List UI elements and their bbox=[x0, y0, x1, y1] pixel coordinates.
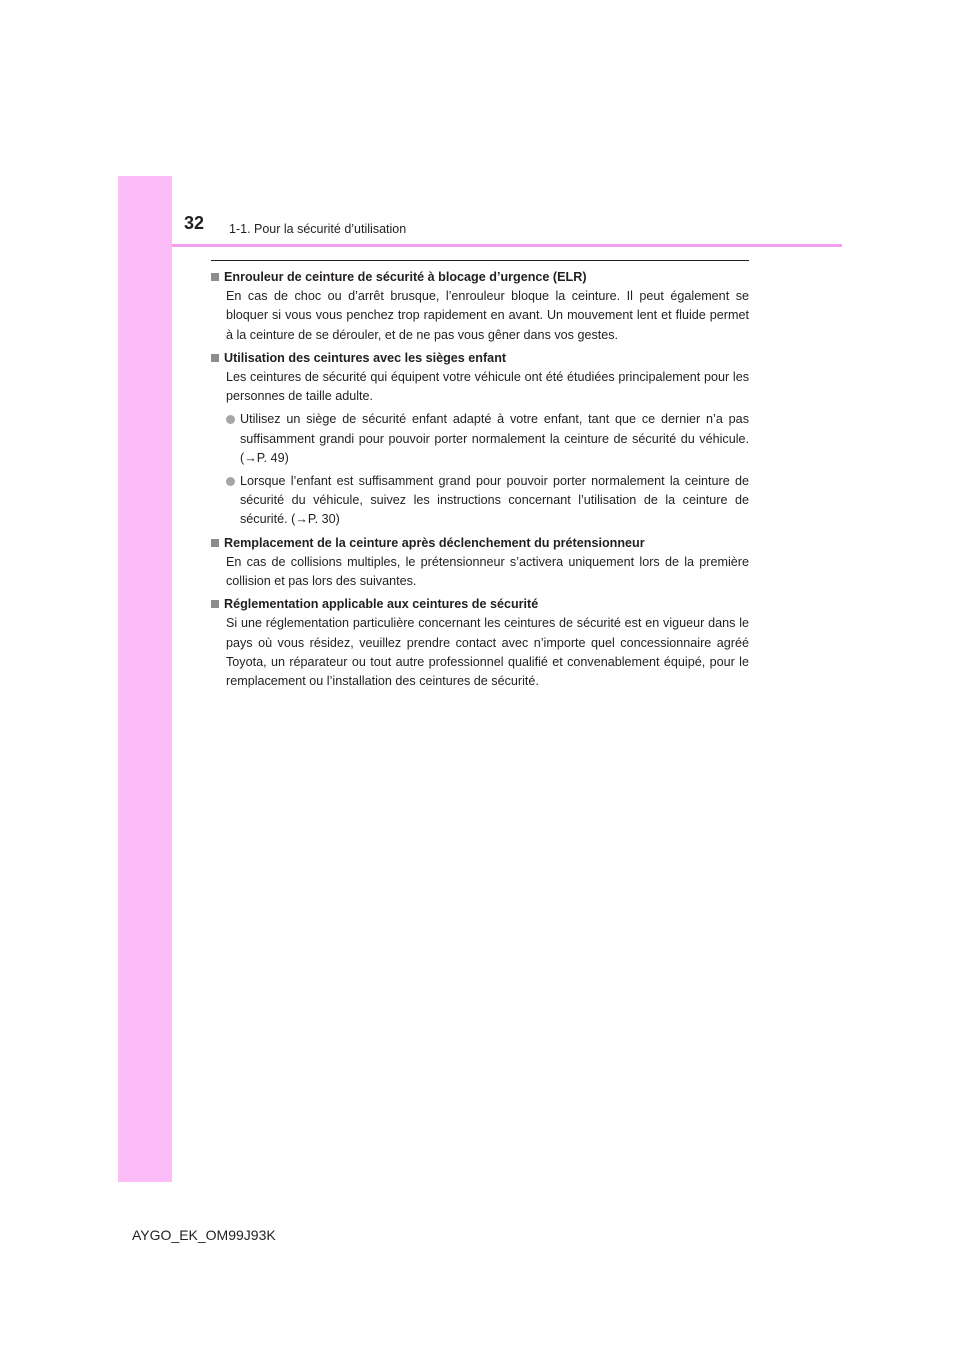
section-heading bbox=[211, 268, 749, 287]
header-rule bbox=[172, 244, 842, 247]
square-icon bbox=[211, 539, 219, 547]
bullet-text: Lorsque l’enfant est suffisamment grand pour pouvoir porter normalement la ceinture de sécurité du véhicule, suivez les instructions concernant l’utilisation de la ceinture de sécurité. (→P. 30) bbox=[240, 474, 749, 527]
section-heading-text: Réglementation applicable aux ceintures de sécurité bbox=[224, 597, 539, 612]
bullet-item bbox=[226, 410, 749, 468]
section-heading bbox=[211, 534, 749, 553]
section-paragraph: Les ceintures de sécurité qui équipent votre véhicule ont été étudiées principalement pour les personnes de taille adulte. bbox=[226, 370, 749, 404]
square-icon bbox=[211, 354, 219, 362]
section-elr bbox=[211, 268, 749, 345]
section-heading-text: Enrouleur de ceinture de sécurité à blocage d’urgence (ELR) bbox=[224, 270, 587, 284]
circle-bullet-icon bbox=[226, 415, 235, 424]
bullet-item bbox=[226, 472, 749, 530]
section-heading-text: Remplacement de la ceinture après déclenchement du prétensionneur bbox=[224, 535, 645, 550]
section-heading-text: Utilisation des ceintures avec les sièges enfant bbox=[224, 350, 507, 365]
section-paragraph: En cas de choc ou d’arrêt brusque, l’enrouleur bloque la ceinture. Il peut également se bloquer si vous vous penchez trop rapidement en avant. Un mouvement lent et fluide permet à la ceinture de se dérouler, et de ne pas vous gêner dans vos gestes. bbox=[226, 289, 749, 342]
page-number: 32 bbox=[184, 213, 205, 233]
section-child-seats bbox=[211, 349, 749, 530]
content-divider bbox=[211, 260, 749, 261]
document-code: AYGO_EK_OM99J93K bbox=[132, 1227, 276, 1243]
section-pretensioner bbox=[211, 534, 749, 592]
section-heading bbox=[211, 349, 749, 368]
sidebar-tab bbox=[118, 176, 172, 1182]
circle-bullet-icon bbox=[226, 477, 235, 486]
section-heading bbox=[211, 595, 749, 614]
bullet-text: Utilisez un siège de sécurité enfant adapté à votre enfant, tant que ce dernier n’a pas suffisamment grandi pour pouvoir porter normalement la ceinture de sécurité du véhicule. (→P. 49) bbox=[240, 412, 749, 465]
section-regulations bbox=[211, 595, 749, 691]
section-paragraph: Si une réglementation particulière concernant les ceintures de sécurité est en vigueur dans le pays où vous résidez, veuillez prendre contact avec n’importe quel concessionnaire agréé Toyota, un réparateur ou tout autre professionnel qualifié et convenablement équipé, pour le remplacement ou l’installation des ceintures de sécurité. bbox=[226, 616, 749, 689]
section-paragraph: En cas de collisions multiples, le prétensionneur s’activera uniquement lors de la première collision et pas lors des suivantes. bbox=[226, 554, 749, 589]
page-content bbox=[211, 268, 749, 695]
section-title: 1-1. Pour la sécurité d’utilisation bbox=[229, 222, 407, 236]
square-icon bbox=[211, 600, 219, 608]
square-icon bbox=[211, 273, 219, 281]
